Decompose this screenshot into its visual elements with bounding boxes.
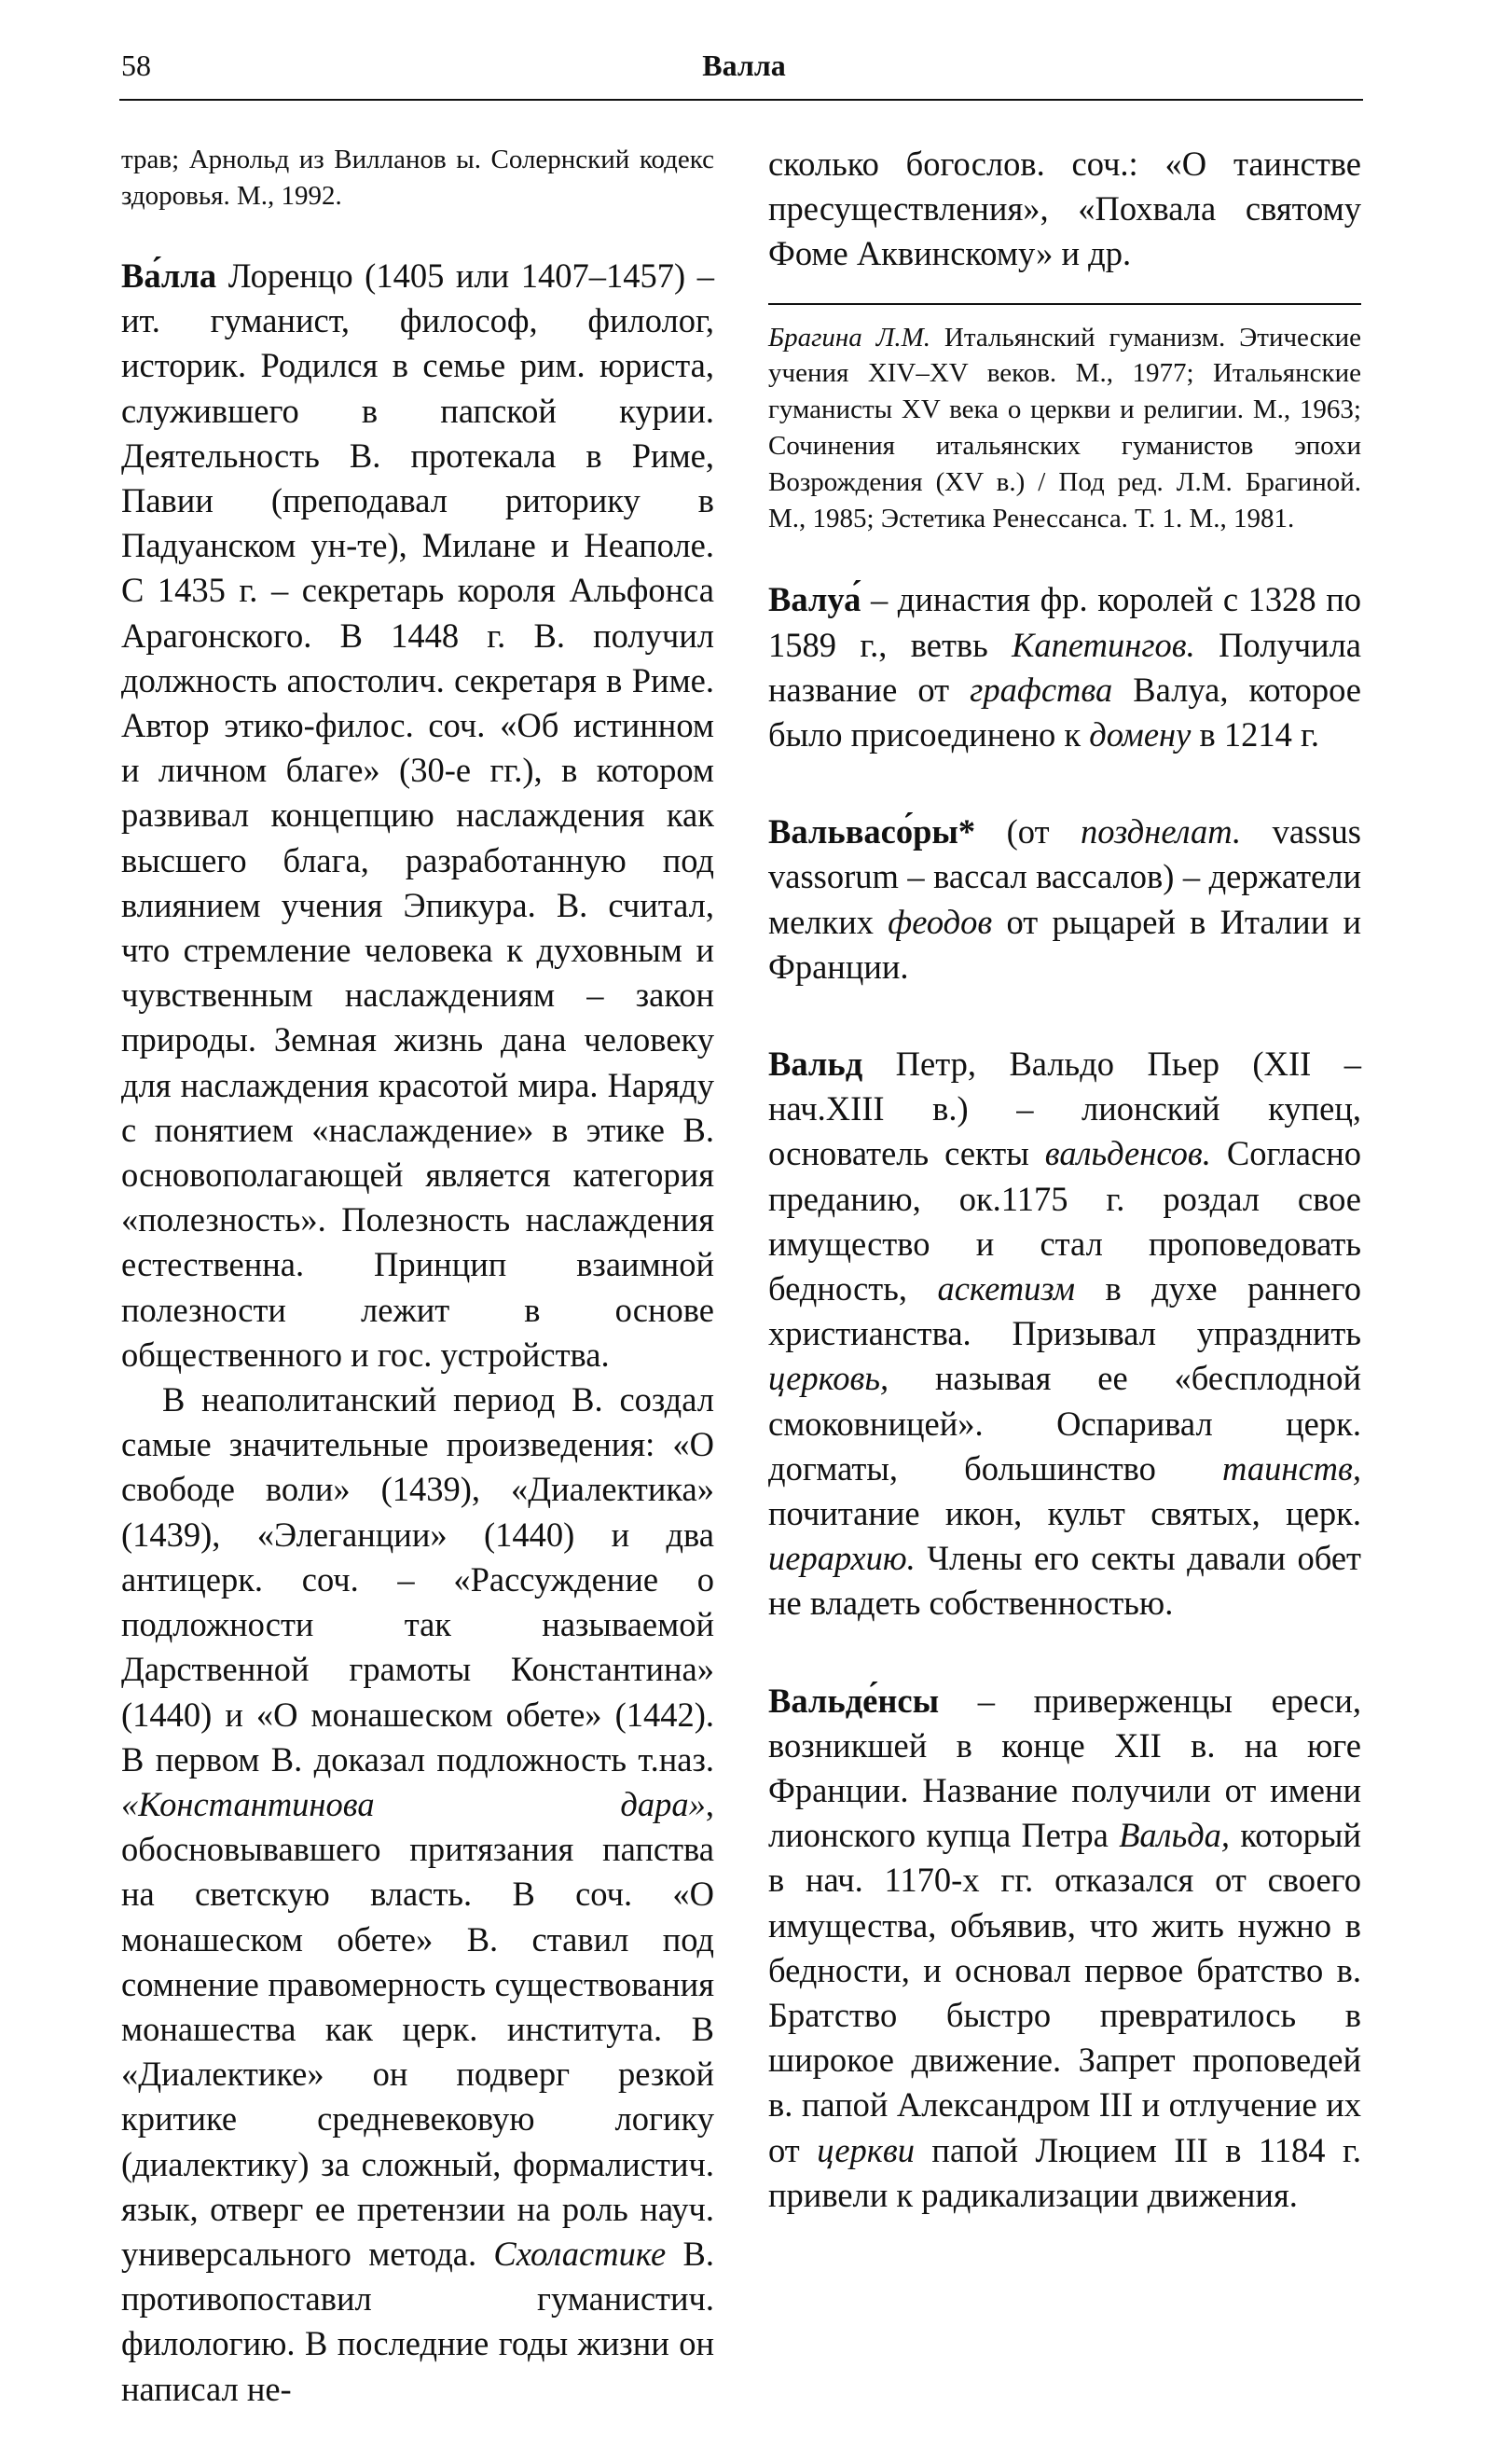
valla-text-2a: В неаполитанский период В. создал самые значительные произведения: «О свободе воли» (1439), «Диалектика» (1439), «Элеганции» (1440) и два антицерк. соч. – «Рассуждение о подложности так называемой Дарственной грамоты Константина» (1440) и «О монашеском обете» (1442). В первом В. доказал подложность т.наз.: [121, 1380, 714, 1779]
link-sacraments[interactable]: таинств,: [1222, 1448, 1361, 1488]
waldenses-text: [768, 1679, 1361, 2218]
bibliography-text: [768, 320, 1361, 537]
vald-f: Члены его секты давали обет не владеть собственностью.: [768, 1539, 1361, 1623]
left-column: [121, 142, 714, 2464]
valois-a: – династия фр. королей с 1328 по 1589 г., ветвь: [768, 580, 1361, 664]
page-number: 58: [121, 48, 151, 82]
link-asceticism[interactable]: аскетизм: [937, 1269, 1076, 1308]
vald-b: Согласно преданию, ок.1175 г. роздал свое имущество и стал проповедовать бедность,: [768, 1134, 1361, 1308]
link-scholasticism[interactable]: Схоластике: [493, 2234, 667, 2273]
link-feuds[interactable]: феодов: [888, 902, 993, 941]
link-konstantinov-dar[interactable]: «Константинова дара»: [121, 1784, 706, 1823]
valois-d: в 1214 г.: [1191, 715, 1319, 754]
valvassors-c: от рыцарей в Италии и Франции.: [768, 902, 1361, 986]
biblio-author: Брагина Л.М.: [768, 322, 931, 353]
valois-text: [768, 577, 1361, 757]
valla-paragraph-1: [121, 254, 714, 1377]
link-hierarchy[interactable]: иерархию.: [768, 1539, 916, 1578]
waldenses-a: – приверженцы ереси, возникшей в конце XII в. на юге Франции. Название получили от имени лионского купца Петра: [768, 1681, 1361, 1855]
vald-d: называя ее «бесплодной смоковницей». Оспаривал церк. догматы, большинство: [768, 1359, 1361, 1488]
waldenses-c: папой Люцием III в 1184 г. привели к радикализации движения.: [768, 2130, 1361, 2214]
entry-valla-continued: [768, 142, 1361, 277]
valla-text-2c: В. противопоставил гуманистич. филологию. В последние годы жизни он написал не-: [121, 2234, 714, 2408]
valla-text-1: Лоренцо (1405 или 1407–1457) – ит. гуманист, философ, филолог, историк. Родился в семье рим. юриста, служившего в папской курии. Деятельность В. протекала в Риме, Павии (преподавал риторику в Падуанском ун-те), Милане и Неаполе. С 1435 г. – секретарь короля Альфонса Арагонского. В 1448 г. В. получил должность апостолич. секретаря в Риме. Автор этико-филос. соч. «Об истинном и личном благе» (30-е гг.), в котором развивал концепцию наслаждения как высшего блага, разработанную под влиянием учения Эпикура. В. считал, что стремление человека к духовным и чувственным наслаждениям – закон природы. Земная жизнь дана человеку для наслаждения красотой мира. Наряду с понятием «наслаждение» в этике В. основополагающей является категория «полезность». Полезность наслаждения естественна. Принцип взаимной полезности лежит в основе общественного и гос. устройства.: [121, 256, 714, 1374]
vald-e: почитание икон, культ святых, церк.: [768, 1494, 1361, 1533]
valla-continued-text: сколько богослов. соч.: «О таинстве пресуществления», «Похвала святому Фоме Аквинскому» и др.: [768, 145, 1361, 273]
entry-valois: [768, 577, 1361, 757]
vald-a: Петр, Вальдо Пьер (XII – нач.XIII в.) – лионский купец, основатель секты: [768, 1045, 1361, 1173]
valla-paragraph-2: [121, 1377, 714, 2412]
vald-c: в духе раннего христианства. Призывал упразднить: [768, 1269, 1361, 1353]
entry-valvassors: [768, 810, 1361, 990]
valvassors-a: (от: [975, 812, 1081, 851]
headword-valois: Валуа́: [768, 580, 861, 619]
biblio-body: Итальянский гуманизм. Этические учения XIV–XV веков. М., 1977; Итальянские гуманисты XV века о церкви и религии. М., 1963; Сочинения итальянских гуманистов эпохи Возрождения (XV в.) / Под ред. Л.М. Брагиной. М., 1985; Эстетика Ренессанса. Т. 1. М., 1981.: [768, 322, 1361, 533]
header-rule: [119, 99, 1363, 101]
entry-continuation: [121, 142, 714, 215]
valois-b: Получила название от: [768, 625, 1362, 709]
link-vald[interactable]: Вальда,: [1119, 1816, 1231, 1855]
link-waldenses[interactable]: вальденсов.: [1044, 1134, 1211, 1173]
link-county[interactable]: графства: [970, 670, 1113, 709]
entry-waldenses: [768, 1679, 1361, 2218]
valvassors-text: [768, 810, 1361, 990]
entry-vald: [768, 1042, 1361, 1627]
link-church-2[interactable]: церкви: [817, 2130, 915, 2169]
waldenses-b: который в нач. 1170-х гг. отказался от своего имущества, объявив, что жить нужно в бедности, и основал первое братство в. Братство быстро превратилось в широкое движение. Запрет проповедей в. папой Александром III и отлучение их от: [768, 1816, 1361, 2169]
entry-valla: [121, 254, 714, 2412]
link-capetians[interactable]: Капетингов.: [1012, 625, 1195, 664]
right-column: [768, 142, 1361, 2270]
headword-waldenses: Вальде́нсы: [768, 1681, 940, 1720]
link-domain[interactable]: домену: [1089, 715, 1192, 754]
bibliography: [768, 320, 1361, 537]
valla-text-2b: , обосновывавшего притязания папства на светскую власть. В соч. «О монашеском обете» В. ставил под сомнение правомерность существования монашества как церк. института. В «Диалектике» он подверг резкой критике средневековую логику (диалектику) за сложный, формалистич. язык, отверг ее претензии на роль науч. универсального метода.: [121, 1784, 714, 2273]
headword-valla: Ва́лла: [121, 256, 217, 295]
valvassors-b: vassus vassorum – вассал вассалов) – держатели мелких: [768, 812, 1361, 941]
continuation-text: трав; Арнольд из Вилланов ы. Солернский кодекс здоровья. М., 1992.: [121, 145, 714, 211]
running-head: Валла: [702, 48, 786, 82]
vald-text: [768, 1042, 1361, 1627]
link-church[interactable]: церковь,: [768, 1359, 889, 1398]
headword-valvassors: Вальвасо́ры*: [768, 812, 976, 851]
valois-c: Валуа, которое было присоединено к: [768, 670, 1361, 754]
bibliography-rule: [768, 303, 1361, 305]
headword-vald: Вальд: [768, 1045, 863, 1084]
link-late-latin[interactable]: позднелат.: [1081, 812, 1242, 851]
